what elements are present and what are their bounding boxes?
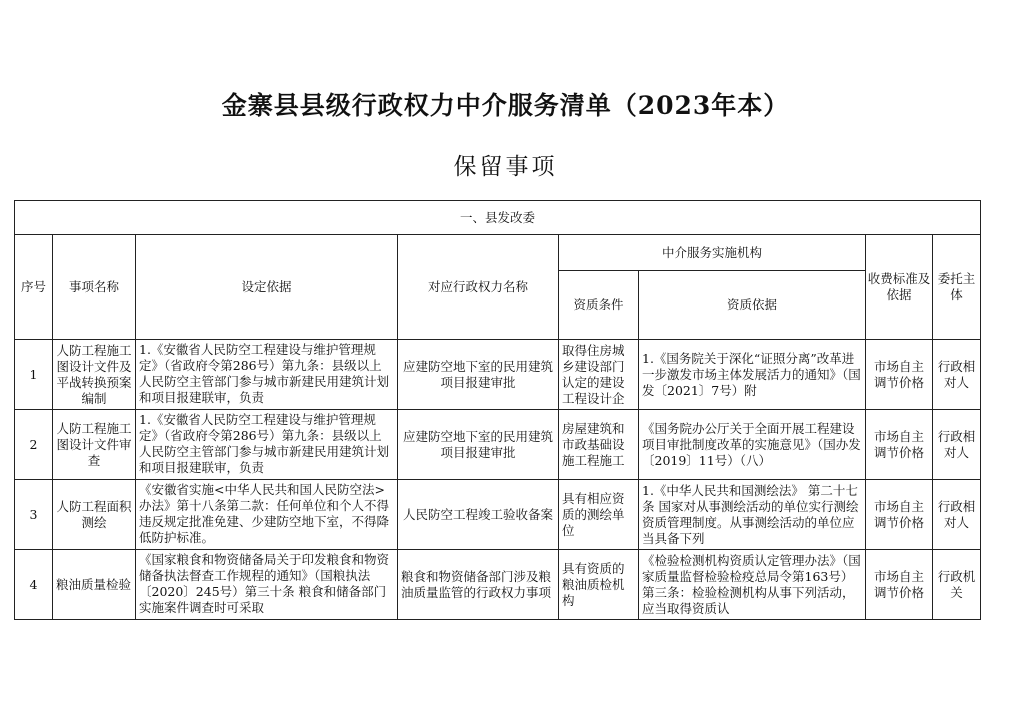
header-power: 对应行政权力名称 xyxy=(398,235,559,340)
row-fee: 市场自主调节价格 xyxy=(873,428,924,460)
header-name: 事项名称 xyxy=(53,235,136,340)
row-entrust: 行政相对人 xyxy=(937,498,976,530)
section-header: 一、县发改委 xyxy=(15,201,981,235)
document-title: 金寨县县级行政权力中介服务清单（2023年本） xyxy=(221,91,790,120)
header-qualification: 资质条件 xyxy=(559,271,639,340)
row-qualification-basis: 《国务院办公厅关于全面开展工程建设项目审批制度改革的实施意见》（国办发〔2019〕11号）（八） xyxy=(642,420,861,468)
row-basis: 1.《安徽省人民防空工程建设与维护管理规定》（省政府令第286号）第九条：县级以上人民防空主管部门参与城市新建民用建筑计划和项目报建联审，负责 xyxy=(139,411,390,475)
row-name: 人防工程面积测绘 xyxy=(56,498,132,530)
row-name: 人防工程施工图设计文件审查 xyxy=(56,420,132,468)
row-fee: 市场自主调节价格 xyxy=(873,358,924,390)
row-basis: 1.《安徽省人民防空工程建设与维护管理规定》（省政府令第286号）第九条：县级以上人民防空主管部门参与城市新建民用建筑计划和项目报建联审，负责 xyxy=(139,341,390,405)
row-basis: 《国家粮食和物资储备局关于印发粮食和物资储备执法督查工作规程的通知》（国粮执法〔2020〕245号）第三十条 粮食和储备部门实施案件调查时可采取 xyxy=(139,551,390,615)
table-row xyxy=(15,410,981,480)
row-qualification: 房屋建筑和市政基础设施工程施工 xyxy=(562,420,625,468)
row-name: 人防工程施工图设计文件及平战转换预案编制 xyxy=(56,342,132,406)
row-entrust: 行政相对人 xyxy=(937,428,976,460)
table-row xyxy=(15,340,981,410)
row-fee: 市场自主调节价格 xyxy=(873,498,924,530)
row-qualification-basis: 1.《中华人民共和国测绘法》 第二十七条 国家对从事测绘活动的单位实行测绘资质管理制度。从事测绘活动的单位应当具备下列 xyxy=(642,482,859,546)
row-power: 应建防空地下室的民用建筑项目报建审批 xyxy=(402,428,553,460)
row-fee: 市场自主调节价格 xyxy=(873,568,924,600)
header-basis: 设定依据 xyxy=(136,235,398,340)
row-index: 3 xyxy=(15,480,53,550)
row-name: 粮油质量检验 xyxy=(56,576,132,592)
row-power: 人民防空工程竣工验收备案 xyxy=(402,506,553,522)
row-power: 应建防空地下室的民用建筑项目报建审批 xyxy=(402,358,553,390)
document-subtitle: 保留事项 xyxy=(453,154,558,180)
row-basis: 《安徽省实施<中华人民共和国人民防空法>办法》第十八条第二款：任何单位和个人不得违反规定批准免建、少建防空地下室，不得降低防护标准。 xyxy=(139,481,390,545)
header-fee: 收费标准及依据 xyxy=(866,235,933,340)
row-qualification: 具有相应资质的测绘单位 xyxy=(562,490,625,538)
row-entrust: 行政相对人 xyxy=(937,358,976,390)
table-row xyxy=(15,480,981,550)
row-index: 1 xyxy=(15,340,53,410)
row-index: 4 xyxy=(15,550,53,620)
row-qualification-basis: 《检验检测机构资质认定管理办法》（国家质量监督检验检疫总局令第163号）第三条：检验检测机构从事下列活动，应当取得资质认 xyxy=(642,552,861,616)
row-qualification-basis: 1.《国务院关于深化“证照分离”改革进一步激发市场主体发展活力的通知》（国发〔2021〕7号）附 xyxy=(642,350,861,398)
row-power: 粮食和物资储备部门涉及粮油质量监管的行政权力事项 xyxy=(401,568,552,600)
header-index: 序号 xyxy=(15,235,53,340)
service-list-table xyxy=(14,200,981,620)
row-qualification: 具有资质的粮油质检机构 xyxy=(562,560,625,608)
header-entrust: 委托主体 xyxy=(933,235,981,340)
row-index: 2 xyxy=(15,410,53,480)
table-row xyxy=(15,550,981,620)
row-qualification: 取得住房城乡建设部门认定的建设工程设计企 xyxy=(562,342,625,406)
header-qualification-basis: 资质依据 xyxy=(639,271,866,340)
row-entrust: 行政机关 xyxy=(937,568,976,600)
header-agency-group: 中介服务实施机构 xyxy=(559,235,866,271)
